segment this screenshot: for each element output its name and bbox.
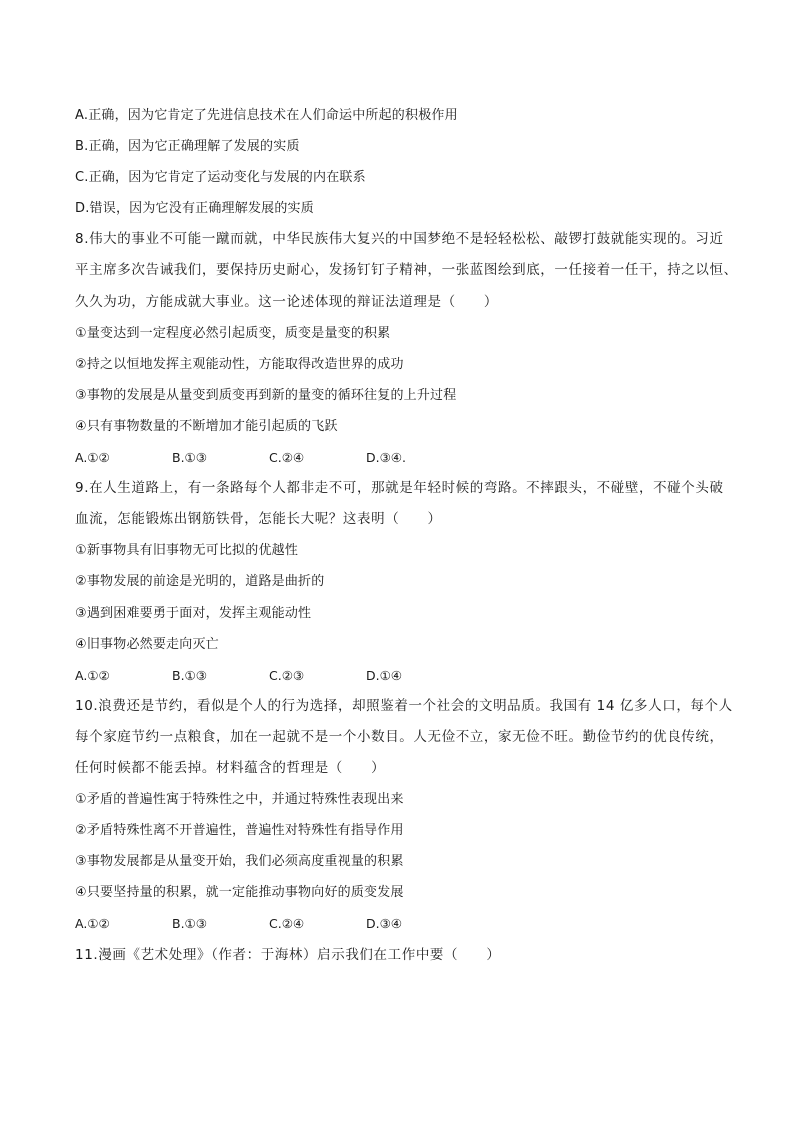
- question-stem-line: 久久为功，方能成就大事业。这一论述体现的辩证法道理是（ ）: [75, 293, 498, 310]
- option-line: B.正确，因为它正确理解了发展的实质: [75, 139, 300, 155]
- question-10: [75, 691, 733, 940]
- answer-choices: [75, 908, 725, 939]
- question-stem-line: 血流，怎能锻炼出钢筋铁骨，怎能长大呢？这表明（ ）: [75, 511, 442, 528]
- statement-line: ①量变达到一定程度必然引起质变，质变是量变的积累: [75, 325, 391, 341]
- option-line: A.正确，因为它肯定了先进信息技术在人们命运中所起的积极作用: [75, 108, 458, 123]
- question-stem-line: 10.浪费还是节约，看似是个人的行为选择，却照鉴着一个社会的文明品质。我国有 14 亿多人口，每个人: [75, 697, 733, 714]
- choice-b: B.①③: [172, 667, 207, 683]
- document-content: [75, 100, 738, 971]
- statement-line: ①矛盾的普遍性寓于特殊性之中，并通过特殊性表现出来: [75, 792, 404, 808]
- question-8: [75, 224, 738, 473]
- question-stem-line: 9.在人生道路上，有一条路每个人都非走不可，那就是年轻时候的弯路。不摔跟头，不碰壁，不碰个头破: [75, 480, 724, 497]
- choice-a: A.①②: [75, 450, 110, 466]
- choice-a: A.①②: [75, 667, 110, 683]
- answer-choices: [75, 660, 725, 691]
- option-line: C.正确，因为它肯定了运动变化与发展的内在联系: [75, 170, 366, 186]
- statement-line: ③事物的发展是从量变到质变再到新的量变的循环往复的上升过程: [75, 387, 457, 403]
- question-9: [75, 473, 725, 691]
- choice-c: C.②③: [269, 667, 305, 683]
- choice-c: C.②④: [269, 450, 305, 466]
- choice-c: C.②④: [269, 916, 305, 932]
- statement-line: ②持之以恒地发挥主观能动性，方能取得改造世界的成功: [75, 356, 404, 372]
- option-line: D.错误，因为它没有正确理解发展的实质: [75, 201, 314, 217]
- statement-line: ①新事物具有旧事物无可比拟的优越性: [75, 543, 299, 559]
- choice-a: A.①②: [75, 916, 110, 932]
- statement-line: ②矛盾特殊性离不开普遍性，普遍性对特殊性有指导作用: [75, 823, 404, 839]
- statement-line: ④旧事物必然要走向灭亡: [75, 636, 219, 652]
- choice-d: D.③④.: [366, 450, 406, 466]
- statement-line: ③遇到困难要勇于面对，发挥主观能动性: [75, 605, 312, 621]
- question-7-options: [75, 100, 725, 224]
- choice-b: B.①③: [172, 450, 207, 466]
- statement-line: ④只要坚持量的积累，就一定能推动事物向好的质变发展: [75, 885, 404, 901]
- statement-line: ③事物发展都是从量变开始，我们必须高度重视量的积累: [75, 854, 404, 870]
- choice-d: D.①④: [366, 667, 403, 683]
- question-stem-line: 11.漫画《艺术处理》（作者：于海林）启示我们在工作中要（ ）: [75, 946, 501, 963]
- statement-line: ②事物发展的前途是光明的，道路是曲折的: [75, 574, 325, 590]
- question-stem-line: 平主席多次告诫我们，要保持历史耐心，发扬钉钉子精神，一张蓝图绘到底，一任接着一任干，持之以恒、: [75, 262, 738, 279]
- question-11: [75, 940, 725, 971]
- question-stem-line: 任何时候都不能丢掉。材料蕴含的哲理是（ ）: [75, 759, 386, 776]
- question-stem-line: 8.伟大的事业不可能一蹴而就，中华民族伟大复兴的中国梦绝不是轻轻松松、敲锣打鼓就能实现的。习近: [75, 231, 724, 248]
- question-stem-line: 每个家庭节约一点粮食，加在一起就不是一个小数目。人无俭不立，家无俭不旺。勤俭节约的优良传统，: [75, 728, 724, 745]
- choice-d: D.③④: [366, 916, 403, 932]
- statement-line: ④只有事物数量的不断增加才能引起质的飞跃: [75, 418, 338, 434]
- choice-b: B.①③: [172, 916, 207, 932]
- answer-choices: [75, 442, 725, 473]
